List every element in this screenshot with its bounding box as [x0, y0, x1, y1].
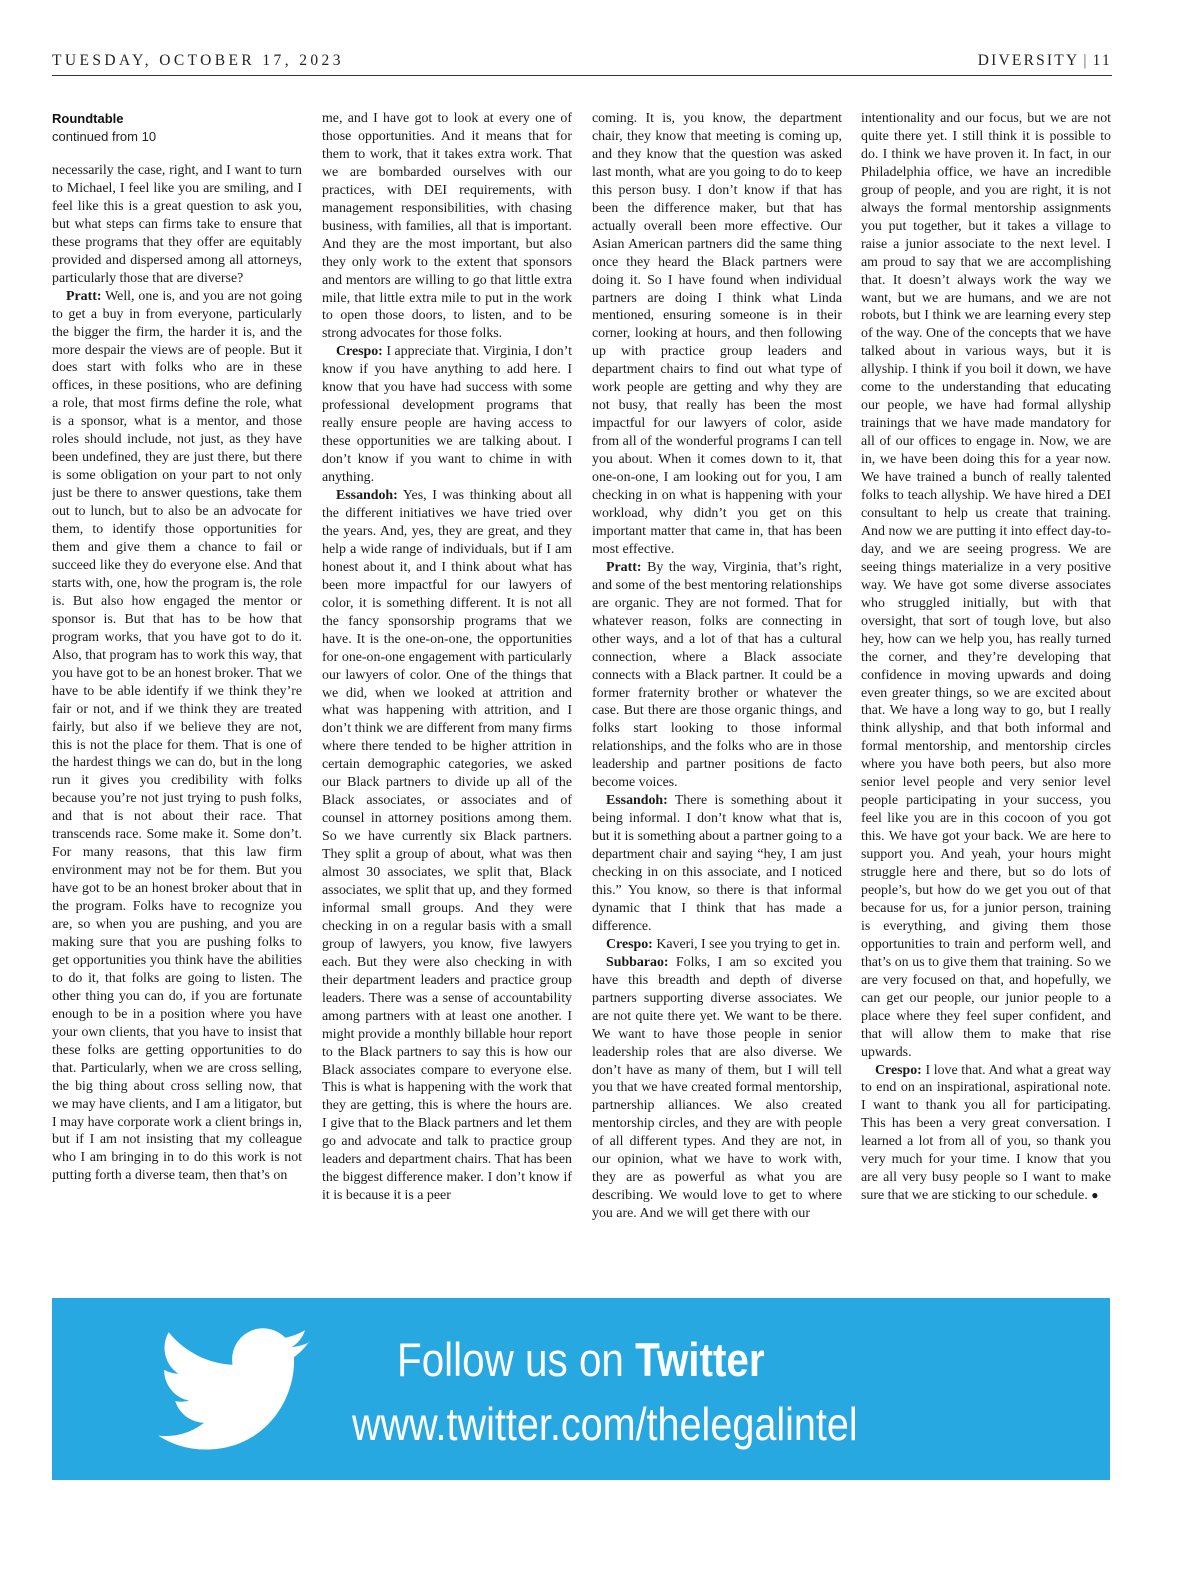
page-header [52, 52, 1112, 76]
column-2-paragraphs [322, 110, 572, 1205]
twitter-url-link[interactable]: www.twitter.com/thelegalintel [352, 1398, 858, 1450]
speaker-name: Crespo: [606, 936, 653, 952]
paragraph [592, 110, 842, 559]
paragraph [592, 792, 842, 936]
paragraph-text: coming. It is, you know, the department chair, they know that meeting is coming up, and they know that the question was asked last month, what are you going to do to keep this person busy. I don’t know if that has been the difference maker, but that has actually overall been more effective. Our Asian American partners did the same thing once they heard the Black partners were doing it. So I have found when individual partners are doing I think what Linda mentioned, ensuring someone is in their corner, looking at hours, and then following up with practice group leaders and department chairs to find out what type of work people are getting and why they are not busy, that really has been the most impactful for our lawyers of color, aside from all of the wonderful programs I can tell you about. When it comes down to it, that one-on-one, I am looking out for you, I am checking in on what is happening with your workload, why didn’t you get on this important matter that came in, that has been most effective. [592, 111, 842, 557]
follow-heading [397, 1332, 947, 1388]
paragraph-text: There is something about it being informal. I don’t know what that is, but it is something about a partner going to a department chair and saying “hey, I am just checking in on this associate, and I noticed this.” You know, so there is that informal dynamic that I think that has made a difference. [592, 793, 842, 934]
column-1-paragraphs [52, 162, 302, 1185]
page-number: 11 [1092, 52, 1112, 69]
paragraph-text: Folks, I am so excited you have this breadth and depth of diverse partners supporting diverse associates. We are not quite there yet. We want to be there. We want to have those people in senior leadership roles that are also diverse. We don’t have as many of them, but I will tell you that we have created formal mentorship, partnership alliances. We also created mentorship circles, and they are with people of all different types. And they are not, in our opinion, what we have to work with, they are as powerful as what you are describing. We would love to get to where you are. And we will get there with our [592, 954, 842, 1222]
column-3-paragraphs [592, 110, 842, 1223]
paragraph-text: necessarily the case, right, and I want to turn to Michael, I feel like you are smiling, and I feel like this is a great question to ask you, but what steps can firms take to ensure that these programs that they offer are equitably provided and dispersed among all attorneys, particularly those that are diverse? [52, 163, 302, 286]
paragraph [322, 487, 572, 1205]
speaker-name: Subbarao: [606, 954, 669, 970]
jump-continued: continued from 10 [52, 129, 157, 144]
paragraph [592, 936, 842, 954]
speaker-name: Pratt: [66, 288, 102, 304]
jump-line [52, 110, 302, 146]
paragraph [861, 110, 1111, 1062]
speaker-name: Essandoh: [606, 793, 668, 809]
speaker-name: Crespo: [875, 1062, 922, 1078]
column-3 [592, 110, 842, 1288]
twitter-bird-icon [156, 1327, 314, 1455]
column-2 [322, 110, 572, 1288]
paragraph-text: me, and I have got to look at every one of those opportunities. And it means that for them to work, that it takes extra work. That we are bombarded ourselves with our practices, with DEI requirements, with management responsibilities, with chasing business, with families, all that is important. And they are the most important, but also they only work to the extent that sponsors and mentors are willing to go that little extra mile, that little extra mile to put in the work to open those doors, to listen, and to be strong advocates for those folks. [322, 111, 572, 342]
section-name: DIVERSITY [977, 52, 1080, 69]
column-4-paragraphs [861, 110, 1111, 1205]
paragraph [52, 288, 302, 1186]
column-1 [52, 110, 302, 1288]
paragraph-text: Yes, I was thinking about all the different initiatives we have tried over the years. And, yes, they are great, and they help a wide range of individuals, but if I am honest about it, and I think about what has been more impactful for our lawyers of color, it is something different. It is not all the fancy sponsorship programs that we have. It is the one-on-one, the opportunities for one-on-one engagement with particularly our lawyers of color. One of the things that we did, when we looked at attrition and what was happening with attrition, and I don’t think we are different from many firms where there tended to be higher attrition in certain demographic categories, we asked our Black partners to divide up all of the Black associates, or associates and of counsel in attorney positions among them. So we have currently six Black partners. They split a group of about, what was then almost 30 associates, we split that, Black associates, we split that up, and they formed informal small groups. And they were checking in on a regular basis with a small group of lawyers, you know, five lawyers each. But they were also checking in with their department leaders and practice group leaders. There was a sense of accountability among partners with at least one another. I might provide a monthly billable hour report to the Black partners to say this is how our Black associates compare to everyone else. This is what is happening with the work that they are getting, this is where the hours are. I give that to the Black partners and let them go and advocate and talk to practice group leaders and department chairs. That has been the biggest difference maker. I don’t know if it is because it is a peer [322, 488, 572, 1204]
paragraph-text: I appreciate that. Virginia, I don’t know if you have anything to add here. I know that you have had success with some professional development programs that really ensure people are having access to these opportunities we are talking about. I don’t know if you want to chime in with anything. [322, 344, 572, 486]
paragraph-text: intentionality and our focus, but we are not quite there yet. I still think it is possible to do. I think we have proven it. In fact, in our Philadelphia office, we have an incredible group of people, and you are right, it is not always the formal mentorship assignments you put together, but it takes a village to raise a junior associate to the next level. I am proud to say that we are accomplishing that. It doesn’t always work the way we want, but we are humans, and we are not robots, but I think we are learning every step of the way. One of the concepts that we have talked about in various ways, but it is allyship. I think if you boil it down, we have come to the understanding that educating our people, we have had formal allyship trainings that we have made mandatory for all of our offices to engage in. Now, we are in, we have been doing this for a year now. We have trained a bunch of really talented folks to teach allyship. We have hired a DEI consultant to help us create that training. And now we are putting it into effect day-to-day, and we are seeing progress. We are seeing things materialize in a very positive way. We have got some diverse associates who struggled initially, but with that oversight, that sort of tough love, but also hey, how can we help you, has really turned the corner, and they’re developing that confidence in moving upwards and doing even greater things, so we are excited about that. We have a long way to go, but I really think allyship, and that both informal and formal mentorship, and mentorship circles where you have both peers, but also more senior level people and very senior level people participating in your success, you feel like you are in this cocoon of you got this. We have got your back. We are here to support you. And yeah, your hours might struggle here and there, but so do lots of people’s, but how do we get you out of that because for us, for a junior person, training is everything, and giving them those opportunities to train and perform well, and that’s on us to give them that training. So we are very focused on that, and hopefully, we can get our people, our junior people to a place where they feel super confident, and that will allow them to make that rise upwards. [861, 111, 1111, 1060]
paragraph [592, 559, 842, 792]
paragraph-text: I love that. And what a great way to end on an inspirational, aspirational note. I want to thank you all for participating. This has been a very great conversation. I learned a lot from all of you, so thank you very much for your time. I know that you are all very busy people so I want to make sure that we are sticking to our schedule. [861, 1062, 1111, 1204]
end-of-article-mark: ● [1091, 1188, 1099, 1203]
paragraph-text: Kaveri, I see you trying to get in. [656, 936, 841, 952]
paragraph-text: By the way, Virginia, that’s right, and some of the best mentoring relationships are organic. They are not formed. That for whatever reason, folks are connecting in other ways, and a lot of that has a cultural connection, where a Black associate connects with a Black partner. It could be a former fraternity brother or whatever the case. But there are those organic things, and folks start looking to those informal relationships, and the folks who are in those leadership and partner positions de facto become voices. [592, 559, 842, 791]
folio-separator: | [1083, 52, 1089, 69]
speaker-name: Pratt: [606, 559, 642, 575]
issue-date: TUESDAY, OCTOBER 17, 2023 [52, 52, 344, 69]
follow-prefix: Follow us on [397, 1333, 624, 1386]
speaker-name: Essandoh: [336, 488, 398, 504]
paragraph [322, 343, 572, 487]
paragraph [52, 162, 302, 288]
speaker-name: Crespo: [336, 344, 383, 360]
twitter-word: Twitter [635, 1333, 765, 1386]
paragraph [861, 1062, 1111, 1206]
twitter-banner[interactable] [52, 1298, 1110, 1480]
jump-title: Roundtable [52, 111, 124, 126]
paragraph [322, 110, 572, 343]
column-4 [861, 110, 1111, 1288]
paragraph-text: Well, one is, and you are not going to get a buy in from everyone, particularly the bigger the firm, the harder it is, and the more despair the views are of people. But it does start with folks who are in these offices, in these positions, who are defining a role, that most firms define the role, what is a sponsor, what is a mentor, and those roles should include, not just, as they have been undefined, they are just there, but there is some obligation on your part to not only just be there to answer questions, take them out to lunch, but to also be an advocate for them, to identify those opportunities for them and give them a chance to fail or succeed like they do everyone else. And that starts with, one, how the program is, the role is. But also how engaged the mentor or sponsor is. But that has to be how that program works, that you have got to do it. Also, that program has to work this way, that you have got to be an honest broker. That we have to be able identify if we think they’re fair or not, and if we think they are treated fairly, but also if we believe they are not, this is not the place for them. That is one of the hardest things we can do, but in the long run it gives you credibility with folks because you’re not just trying to push folks, and that is not about their race. That transcends race. Some make it. Some don’t. For many reasons, that this law firm environment may not be for them. But you have got to be an honest broker about that in the program. Folks have to recognize you are, so when you are pushing, and you are making sure that you are pushing folks to get opportunities you think have the abilities to do it, that folks are going to listen. The other thing you can do, if you are fortunate enough to be in a position where you have your own clients, that you have to insist that these folks are getting opportunities to do that. Particularly, when we are cross selling, the big thing about cross selling now, that we may have clients, and I am a litigator, but I may have corporate work a client brings in, but if I am not insisting that my colleague who I am bringing in to do this work is not putting forth a diverse team, then that’s on [52, 288, 302, 1184]
paragraph [592, 954, 842, 1223]
section-folio [978, 52, 1112, 70]
article-body [52, 110, 1112, 1288]
